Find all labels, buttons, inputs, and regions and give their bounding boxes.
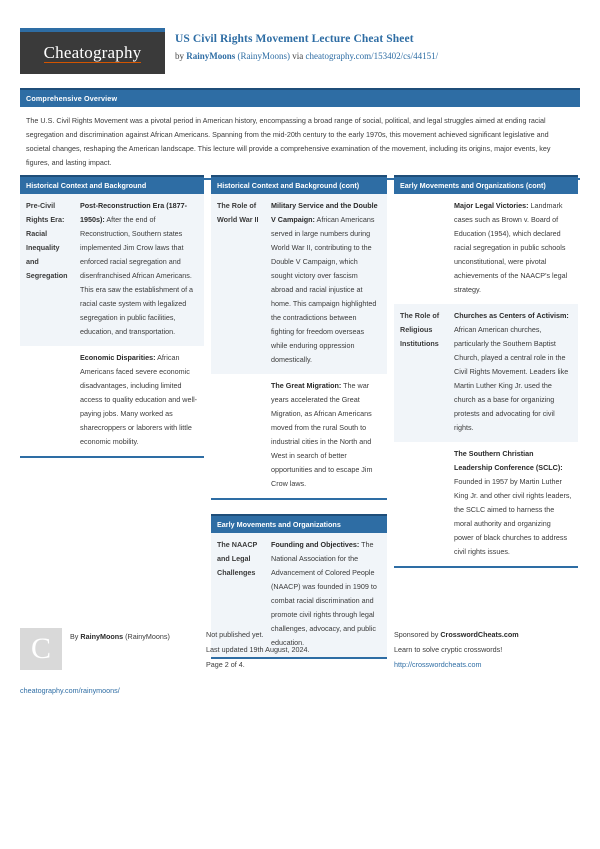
footer-author-name[interactable]: RainyMoons [80, 632, 124, 641]
row-value-lead: Post-Reconstruction Era (1877-1950s): [80, 201, 188, 224]
row-key: Pre-Civil Rights Era: Racial Inequality and Segregation [26, 201, 68, 280]
row-value [269, 194, 387, 374]
cheatography-logo[interactable] [20, 28, 165, 74]
column-3 [394, 175, 578, 659]
column-1 [20, 175, 204, 659]
page-footer [20, 628, 580, 697]
overview-heading: Comprehensive Overview [20, 88, 580, 107]
row-value-lead: Founding and Objectives: [271, 540, 360, 549]
last-updated: Last updated 19th August, 2024. [206, 645, 310, 654]
table-row [394, 442, 578, 566]
row-value-lead: Military Service and the Double V Campaign: [271, 201, 378, 224]
table-row [20, 346, 204, 456]
byline-via: via [290, 51, 306, 61]
row-key: The NAACP and Legal Challenges [217, 540, 258, 577]
column-2 [211, 175, 387, 659]
row-value-lead: The Southern Christian Leadership Conference (SCLC): [454, 449, 563, 472]
page-number: Page 2 of 4. [206, 660, 245, 669]
byline [175, 50, 580, 63]
sponsor-name[interactable]: CrosswordCheats.com [440, 630, 519, 639]
table-historical-context-cont [211, 175, 387, 500]
row-value-text: The National Association for the Advancement of Colored People (NAACP) was founded in 1909 to combat racial discrimination and promote civil rights through legal challenges, advocacy, and public education. [271, 540, 377, 647]
row-value-lead: Economic Disparities: [80, 353, 156, 362]
table-row [211, 374, 387, 498]
sponsor-url-link[interactable]: http://crosswordcheats.com [394, 660, 482, 669]
footer-author-block [20, 628, 206, 697]
cheatography-logo-text: Cheatography [43, 42, 142, 62]
footer-author-handle: (RainyMoons) [123, 632, 170, 641]
table-body [211, 194, 387, 500]
row-value-text: The war years accelerated the Great Migration, as African Americans moved from the rural South to industrial cities in the North and West in search of better opportunities and to escape Jim Crow laws. [271, 381, 373, 488]
table-heading: Early Movements and Organizations [211, 514, 387, 533]
content-columns [20, 175, 580, 659]
row-value-text: Founded in 1957 by Martin Luther King Jr. and other civil rights leaders, the SCLC aimed to harness the moral authority and organizing power of black churches to address civil rights issues. [454, 477, 572, 556]
row-key: The Role of World War II [217, 201, 259, 224]
row-value-text: Landmark cases such as Brown v. Board of Education (1954), which declared racial segregation in public schools unconstitutional, were pivotal achievements of the NAACP's legal strategy. [454, 201, 568, 294]
row-value-text: After the end of Reconstruction, Southern states implemented Jim Crow laws that enforced racial segregation and disenfranchised African Americans. This era saw the establishment of a racial caste system with legalized segregation in public facilities, education, and transportation. [80, 215, 194, 336]
row-value-lead: The Great Migration: [271, 381, 342, 390]
row-value [452, 304, 578, 442]
table-body [394, 194, 578, 568]
row-key [394, 442, 452, 566]
footer-sponsor-block [394, 628, 580, 697]
row-value [269, 374, 387, 498]
table-heading: Historical Context and Background [20, 175, 204, 194]
footer-publish-block [206, 628, 394, 697]
row-value [78, 346, 204, 456]
row-value [78, 194, 204, 346]
table-body [20, 194, 204, 458]
table-early-movements-cont [394, 175, 578, 568]
source-url-link[interactable]: cheatography.com/153402/cs/44151/ [305, 51, 439, 61]
page-title: US Civil Rights Movement Lecture Cheat Sheet [175, 33, 414, 45]
author-profile-link[interactable]: cheatography.com/rainymoons/ [20, 686, 120, 695]
row-value-lead: Churches as Centers of Activism: [454, 311, 569, 320]
overview-body: The U.S. Civil Rights Movement was a pivotal period in American history, encompassing a broad range of social, political, and legal struggles aimed at ending racial segregation and discrimination against African Americans. Spanning from the mid-20th century to the early 1970s, this movement achieved significant legislative and societal changes, reshaping the American landscape. This lecture will provide a comprehensive examination of the movement, including its origins, major events, key figures, and lasting impact. [20, 107, 580, 180]
row-value [452, 442, 578, 566]
byline-handle[interactable]: (RainyMoons) [237, 51, 291, 61]
table-heading: Early Movements and Organizations (cont) [394, 175, 578, 194]
row-value-lead: Major Legal Victories: [454, 201, 529, 210]
row-value [452, 194, 578, 304]
author-row [20, 628, 206, 670]
row-value-text: African Americans faced severe economic disadvantages, including limited access to quality education and well-paying jobs. Many worked as sharecroppers or laborers with little economic mobility. [80, 353, 198, 446]
table-row [394, 304, 578, 442]
sponsor-tagline: Learn to solve cryptic crosswords! [394, 645, 503, 654]
row-key [20, 346, 78, 456]
table-historical-context [20, 175, 204, 458]
table-row [394, 194, 578, 304]
sponsor-line [394, 628, 580, 641]
sponsor-prefix: Sponsored by [394, 630, 441, 639]
publish-status: Not published yet. [206, 630, 264, 639]
row-key [211, 374, 269, 498]
avatar: C [20, 628, 62, 670]
sheet-title-block [175, 32, 580, 63]
row-key [394, 194, 452, 304]
table-row [20, 194, 204, 346]
row-value-text: African American churches, particularly the Southern Baptist Church, played a central role in the Civil Rights Movement. Leaders like Martin Luther King Jr. used the church as a base for organizing protests and advocating for civil rights. [454, 325, 569, 432]
comprehensive-overview-panel [20, 88, 580, 180]
page-header [20, 28, 580, 76]
byline-prefix: by [175, 51, 187, 61]
row-key: The Role of Religious Institutions [400, 311, 440, 348]
table-heading: Historical Context and Background (cont) [211, 175, 387, 194]
table-row [211, 194, 387, 374]
footer-by-prefix: By [70, 632, 81, 641]
footer-byline [70, 628, 170, 670]
row-value-text: African Americans served in large numbers during World War II, contributing to the Double V Campaign, which sought victory over fascism abroad and racial injustice at home. This campaign highlighted the contradictions between fighting for freedom overseas while enduring oppression domestically. [271, 215, 377, 364]
byline-author[interactable]: RainyMoons [186, 51, 236, 61]
